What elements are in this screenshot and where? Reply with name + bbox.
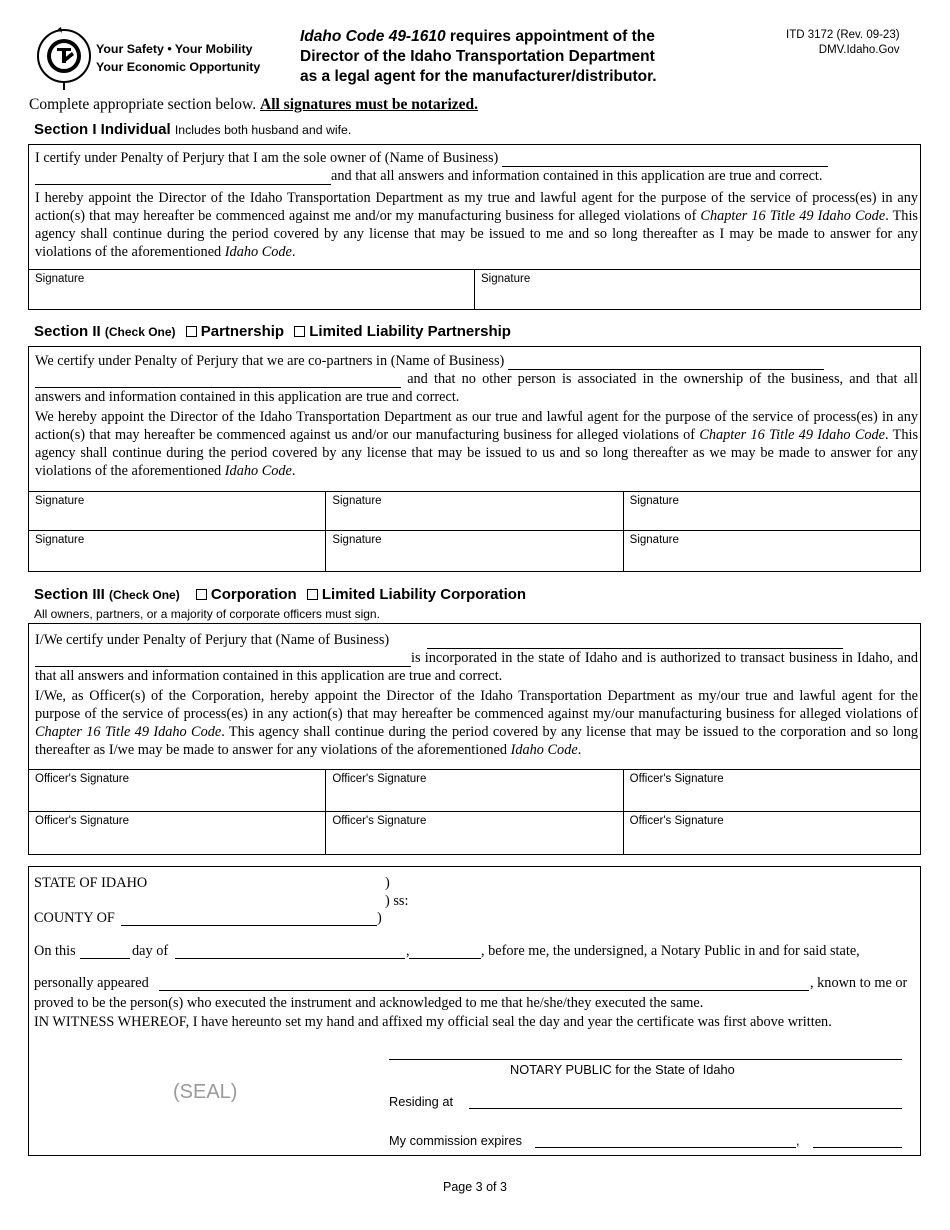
before-me-text: , before me, the undersigned, a Notary Public in and for said state, [481, 943, 860, 959]
page-number: Page 3 of 3 [443, 1180, 507, 1194]
officer-signature-field[interactable]: Officer's Signature [35, 815, 130, 827]
seal-placeholder: (SEAL) [173, 1081, 238, 1103]
section-3-note: All owners, partners, or a majority of corporate officers must sign. [34, 607, 380, 621]
website: DMV.Idaho.Gov [818, 44, 900, 56]
officer-signature-field[interactable]: Officer's Signature [325, 812, 622, 854]
section-1-appoint-text-2: . This agency shall continue during the period covered by any license that may be issued to me and so long thereafter as I may be made to answer for any violations of the aforementioned [35, 208, 918, 260]
section-1-signature-field[interactable]: Signature [35, 273, 85, 285]
section-2-heading [34, 323, 511, 340]
section-3-box [28, 623, 921, 855]
section-2-appoint-text-2: . This agency shall continue during the period covered by any license that may be issued to us and so long thereafter as we may be made to answer for any violations of the aforementioned [35, 427, 919, 479]
title-line-1: requires appointment of the [445, 28, 655, 45]
section-2-signature-field[interactable]: Signature [623, 531, 920, 571]
commission-date-field[interactable] [535, 1147, 796, 1148]
section-2-title: Section II [34, 323, 101, 340]
section-2-certify [29, 347, 920, 370]
form-number: ITD 3172 (Rev. 09-23) [786, 29, 900, 41]
section-2-appoint-text: We hereby appoint the Director of the Idaho Transportation Department as our true and lawful agent for the purpose of the service of process(es) in any action(s) that may hereafter be commenced against us and/or our manufacturing business for alleged violations of [35, 409, 918, 443]
section-1-heading [34, 121, 351, 138]
tagline-line-2: Your Economic Opportunity [96, 60, 261, 74]
section-2-signature-field[interactable]: Signature [35, 534, 85, 546]
section-1-certify [29, 145, 920, 167]
section-1-box [28, 144, 921, 310]
day-of-label: day of [132, 943, 169, 959]
business-name-field-1[interactable] [502, 153, 828, 167]
intro-text: Complete appropriate section below. [29, 96, 257, 113]
llp-label: Limited Liability Partnership [309, 323, 511, 340]
section-3-appoint-text-2: . This agency shall continue during the period covered by any license that may be issued to the corporation and so long thereafter as I/we may be made to answer for any violations of the aforementioned [35, 724, 918, 758]
day-field[interactable] [80, 958, 130, 959]
section-2-appoint [29, 406, 920, 480]
llc-label: Limited Liability Corporation [321, 586, 527, 603]
section-3-title: Section III [34, 586, 105, 603]
section-3-appoint [29, 685, 920, 759]
section-3-signature-row-1 [29, 769, 920, 811]
section-2-check-one: (Check One) [104, 325, 176, 339]
section-1-appoint-text: I hereby appoint the Director of the Idaho Transportation Department as my true and lawful agent for the purpose of the service of process(es) in any action(s) that may hereafter be commenced against me and/or my manufacturing business for alleged violations of [35, 190, 918, 224]
appeared-name-field[interactable] [159, 990, 809, 991]
form-identifier [786, 28, 900, 58]
form-title [300, 27, 720, 87]
month-field[interactable] [175, 958, 405, 959]
personally-appeared-label: personally appeared [34, 975, 149, 991]
known-text: , known to me or [810, 975, 908, 991]
business-name-field-2b[interactable] [35, 374, 401, 388]
section-2-signature-row-2 [29, 530, 920, 571]
section-3-certify [29, 624, 920, 649]
section-3-check-one: (Check One) [109, 588, 180, 602]
intro-instruction [29, 96, 478, 114]
witness-text: IN WITNESS WHEREOF, I have hereunto set my hand and affixed my official seal the day and year the certificate was first above written. [34, 1014, 832, 1030]
partnership-checkbox[interactable] [186, 326, 197, 337]
notary-public-label: NOTARY PUBLIC for the State of Idaho [510, 1062, 735, 1077]
llc-checkbox[interactable] [307, 589, 318, 600]
section-3-certify-2 [29, 649, 920, 685]
section-2-signature-field[interactable]: Signature [35, 495, 85, 507]
notary-paren-3: ) [377, 910, 382, 926]
notary-paren: ) [385, 875, 390, 891]
section-2-appoint-end: . [291, 463, 296, 479]
year-field[interactable] [409, 958, 481, 959]
section-2-signature-field[interactable]: Signature [623, 492, 920, 530]
commission-year-field[interactable] [813, 1147, 902, 1148]
section-1-certify-2 [29, 167, 920, 185]
business-name-field-1b[interactable] [35, 171, 331, 185]
county-field[interactable] [121, 925, 377, 926]
tagline-line-1: Your Safety • Your Mobility [96, 42, 253, 56]
section-2-certify-2 [29, 370, 920, 406]
business-name-field-2[interactable] [508, 356, 824, 370]
partnership-label: Partnership [200, 323, 285, 340]
business-name-field-3b[interactable] [35, 653, 411, 667]
section-2-signature-row-1 [29, 491, 920, 530]
corporation-label: Corporation [210, 586, 297, 603]
officer-signature-field[interactable]: Officer's Signature [623, 770, 920, 811]
section-2-citation-2: Idaho Code [224, 463, 292, 479]
notary-state: STATE OF IDAHO [34, 875, 148, 891]
section-3-heading [34, 586, 526, 603]
section-1-note: Includes both husband and wife. [174, 123, 352, 137]
commission-comma: , [796, 1133, 800, 1148]
title-code: Idaho Code 49-1610 [300, 28, 446, 45]
residing-field[interactable] [469, 1108, 902, 1109]
on-this-label: On this [34, 943, 76, 959]
section-1-appoint-end: . [291, 244, 296, 260]
title-line-3: as a legal agent for the manufacturer/distributor. [300, 68, 657, 85]
section-1-title: Section I Individual [34, 121, 171, 138]
notary-ss: ) ss: [385, 893, 409, 909]
section-2-box [28, 346, 921, 572]
section-3-signature-row-2 [29, 811, 920, 854]
section-3-citation-2: Idaho Code [510, 742, 578, 758]
notary-box [28, 866, 921, 1156]
itd-logo-icon [36, 26, 92, 90]
section-1-citation-2: Idaho Code [224, 244, 292, 260]
business-name-field-3[interactable] [427, 635, 843, 649]
section-1-certify-text: I certify under Penalty of Perjury that I am the sole owner of (Name of Business) [35, 150, 499, 166]
section-1-appoint [29, 185, 920, 261]
officer-signature-field[interactable]: Officer's Signature [35, 773, 130, 785]
section-2-certify-text-2: and that no other person is associated in the ownership of the business, and that all answers and information contained in this application are true and correct. [35, 371, 918, 405]
corporation-checkbox[interactable] [196, 589, 207, 600]
llp-checkbox[interactable] [294, 326, 305, 337]
section-3-certify-text-2: is incorporated in the state of Idaho and is authorized to transact business in Idaho, and that all answers and information contained in this application are true and correct. [35, 650, 918, 684]
title-line-2: Director of the Idaho Transportation Department [300, 48, 655, 65]
intro-emphasis: All signatures must be notarized. [260, 96, 479, 113]
section-2-certify-text: We certify under Penalty of Perjury that we are co-partners in (Name of Business) [35, 353, 505, 369]
section-1-signature-field[interactable]: Signature [474, 270, 920, 309]
section-2-signature-field[interactable]: Signature [325, 492, 622, 530]
commission-label: My commission expires [389, 1133, 522, 1148]
section-3-appoint-text: I/We, as Officer(s) of the Corporation, hereby appoint the Director of the Idaho Transportation Department as my/our true and lawful agent for the purpose of the service of process(es) in any action(s) that may hereafter be commenced against my/our manufacturing business for alleged violations of [35, 688, 918, 722]
officer-signature-field[interactable]: Officer's Signature [325, 770, 622, 811]
date-comma: , [406, 943, 410, 959]
proved-text: proved to be the person(s) who executed the instrument and acknowledged to me that he/she/they executed the same. [34, 995, 704, 1011]
section-3-appoint-end: . [577, 742, 582, 758]
section-3-certify-text: I/We certify under Penalty of Perjury that (Name of Business) [35, 632, 390, 648]
section-1-signature-row [29, 269, 920, 309]
section-1-citation: Chapter 16 Title 49 Idaho Code [700, 208, 886, 224]
section-3-citation: Chapter 16 Title 49 Idaho Code [35, 724, 222, 740]
section-2-citation: Chapter 16 Title 49 Idaho Code [699, 427, 886, 443]
section-2-signature-field[interactable]: Signature [325, 531, 622, 571]
tagline [96, 40, 260, 76]
notary-signature-line[interactable] [389, 1059, 902, 1060]
residing-label: Residing at [389, 1094, 454, 1109]
notary-county-label: COUNTY OF [34, 910, 115, 926]
section-1-certify-text-2: and that all answers and information contained in this application are true and correct. [331, 168, 823, 184]
officer-signature-field[interactable]: Officer's Signature [623, 812, 920, 854]
